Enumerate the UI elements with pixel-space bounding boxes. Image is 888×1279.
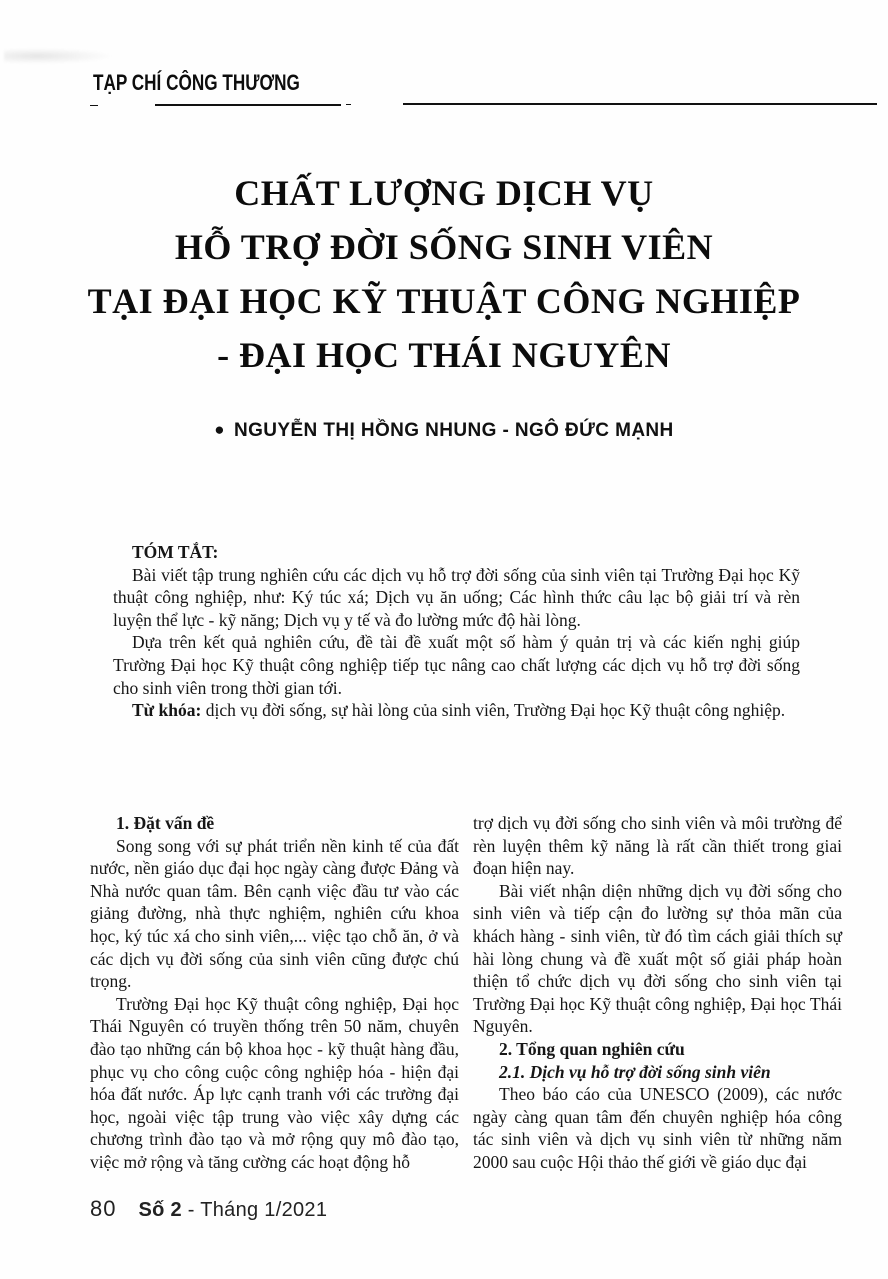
masthead-rule-dash <box>90 105 98 106</box>
scan-smudge <box>4 48 114 64</box>
body-columns <box>90 812 842 1174</box>
abstract-paragraph-2: Dựa trên kết quả nghiên cứu, đề tài đề xuất một số hàm ý quản trị và các kiến nghị giúp Trường Đại học Kỹ thuật công nghiệp tiếp tục nâng cao chất lượng các dịch vụ hỗ trợ đời sống cho sinh viên trong thời gian tới. <box>113 632 800 698</box>
right-column <box>473 812 842 1174</box>
title-line-4: - ĐẠI HỌC THÁI NGUYÊN <box>217 335 671 375</box>
section-heading-2-1: 2.1. Dịch vụ hỗ trợ đời sống sinh viên <box>499 1061 771 1082</box>
keywords-text: dịch vụ đời sống, sự hài lòng của sinh viên, Trường Đại học Kỹ thuật công nghiệp. <box>201 700 786 721</box>
page-number: 80 <box>90 1196 117 1221</box>
title-line-3: TẠI ĐẠI HỌC KỸ THUẬT CÔNG NGHIỆP <box>87 281 801 321</box>
body-paragraph: Theo báo cáo của UNESCO (2009), các nước ngày càng quan tâm đến chuyên nghiệp hóa công tác sinh viên và dịch vụ sinh viên từ những năm 2000 sau cuộc Hội thảo thế giới về giáo dục đại <box>473 1084 842 1172</box>
masthead-rule-dot <box>346 104 351 105</box>
masthead-rule-right <box>403 103 877 105</box>
page-footer <box>90 1196 327 1222</box>
abstract-section <box>113 541 800 722</box>
author-line <box>0 420 888 442</box>
issue-date: - Tháng 1/2021 <box>181 1199 328 1221</box>
keywords-line <box>113 699 800 722</box>
section-heading-1: 1. Đặt vấn đề <box>116 813 215 833</box>
masthead-rule-left <box>155 104 341 106</box>
section-heading-2: 2. Tổng quan nghiên cứu <box>499 1038 685 1059</box>
keywords-label: Từ khóa: <box>132 700 202 721</box>
abstract-paragraph-1: Bài viết tập trung nghiên cứu các dịch vụ hỗ trợ đời sống của sinh viên tại Trường Đại học Kỹ thuật công nghiệp, như: Ký túc xá; Dịch vụ ăn uống; Các hình thức câu lạc bộ giải trí và rèn luyện thể lực - kỹ năng; Dịch vụ y tế và đo lường mức độ hài lòng. <box>113 564 800 630</box>
issue-label: Số 2 <box>138 1199 182 1221</box>
article-title <box>0 166 888 382</box>
author-names: NGUYỄN THỊ HỒNG NHUNG - NGÔ ĐỨC MẠNH <box>233 420 674 441</box>
body-paragraph: Song song với sự phát triển nền kinh tế của đất nước, nền giáo dục đại học ngày càng được Đảng và Nhà nước quan tâm. Bên cạnh việc đầu tư vào các giảng đường, nhà thực nghiệm, nghiên cứu khoa học, ký túc xá cho sinh viên,... việc tạo chỗ ăn, ở và các dịch vụ đời sống của sinh viên cũng được chú trọng. <box>90 835 459 992</box>
title-line-1: CHẤT LƯỢNG DỊCH VỤ <box>234 173 654 213</box>
journal-masthead: TẠP CHÍ CÔNG THƯƠNG <box>93 70 300 95</box>
body-paragraph: Trường Đại học Kỹ thuật công nghiệp, Đại học Thái Nguyên có truyền thống trên 50 năm, chuyên đào tạo những cán bộ khoa học - kỹ thuật hàng đầu, phục vụ cho công cuộc công nghiệp hóa - hiện đại hóa đất nước. Áp lực cạnh tranh với các trường đại học, ngoài việc tập trung vào việc xây dựng các chương trình đào tạo và mở rộng quy mô đào tạo, việc mở rộng và tăng cường các hoạt động hỗ <box>90 993 459 1172</box>
author-bullet-icon: ● <box>214 420 225 439</box>
body-paragraph-continued: trợ dịch vụ đời sống cho sinh viên và môi trường để rèn luyện thêm kỹ năng là rất cần thiết trong giai đoạn hiện nay. <box>473 813 842 879</box>
title-line-2: HỖ TRỢ ĐỜI SỐNG SINH VIÊN <box>174 227 714 267</box>
left-column <box>90 812 459 1174</box>
abstract-heading: TÓM TẮT: <box>132 542 219 562</box>
body-paragraph: Bài viết nhận diện những dịch vụ đời sống cho sinh viên và tiếp cận đo lường sự thỏa mãn của khách hàng - sinh viên, từ đó tìm cách giải thích sự hài lòng chung và đề xuất một số giải pháp hoàn thiện tổ chức dịch vụ đời sống cho sinh viên tại Trường Đại học Kỹ thuật công nghiệp, Đại học Thái Nguyên. <box>473 880 842 1037</box>
